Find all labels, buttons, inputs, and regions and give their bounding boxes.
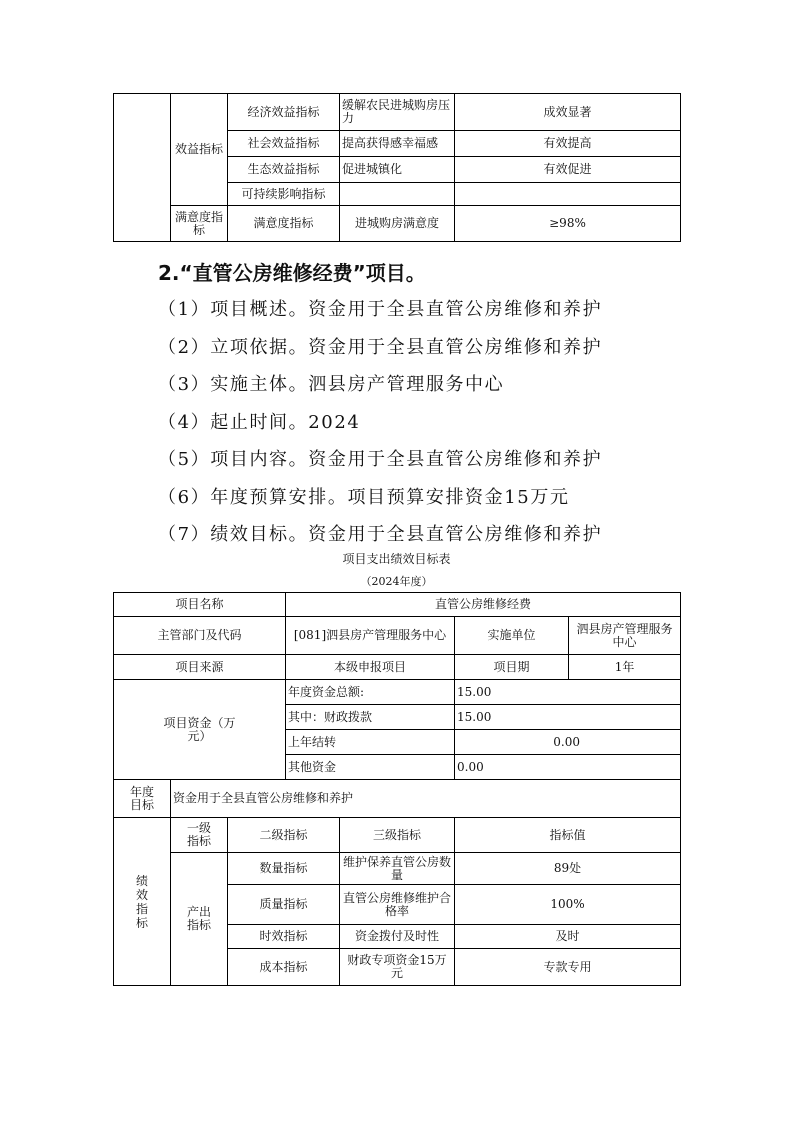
perf-label [114,818,171,986]
item-cell: 提高获得感幸福感 [340,131,455,157]
project-name-label: 项目名称 [114,593,286,617]
funds-label [114,680,286,780]
funds-item-value: 0.00 [455,755,681,780]
cat-cell: 成本指标 [228,949,340,986]
funds-item-label: 上年结转 [286,730,455,755]
paragraph-overview: （1）项目概述。资金用于全县直管公房维修和养护 [158,299,603,320]
cat-cell: 时效指标 [228,925,340,949]
value-cell: 成效显著 [455,94,681,131]
paragraph-budget: （6）年度预算安排。项目预算安排资金15万元 [158,487,570,508]
header-value: 指标值 [455,818,681,853]
item-cell: 维护保养直管公房数量 [340,853,455,885]
funds-item-label: 年度资金总额: [286,680,455,705]
funds-item-label: 其他资金 [286,755,455,780]
perf-label-text: 绩效指标 [135,873,148,930]
goal-label [114,780,171,818]
output-group [171,853,228,986]
header-level3: 三级指标 [340,818,455,853]
funds-item-label: 其中：财政拨款 [286,705,455,730]
value-cell [455,183,681,206]
paragraph-basis: （2）立项依据。资金用于全县直管公房维修和养护 [158,337,603,358]
header-level1 [171,818,228,853]
table-caption: 项目支出绩效目标表 [342,552,451,566]
item-cell [340,183,455,206]
funds-item-value: 15.00 [455,705,681,730]
cat-cell: 经济效益指标 [228,94,340,131]
dept-label: 主管部门及代码 [114,617,286,655]
paragraph-period: （4）起止时间。2024 [158,412,361,433]
value-cell: 89处 [455,853,681,885]
value-cell: ≥98% [455,206,681,242]
impl-label: 实施单位 [455,617,569,655]
value-cell: 专款专用 [455,949,681,986]
period-label: 项目期 [455,655,569,680]
item-cell: 资金拨付及时性 [340,925,455,949]
benefit-indicator-table [113,93,681,242]
paragraph-content: （5）项目内容。资金用于全县直管公房维修和养护 [158,449,603,470]
value-cell: 及时 [455,925,681,949]
item-cell: 财政专项资金15万元 [340,949,455,986]
funds-item-value: 15.00 [455,680,681,705]
period-value: 1年 [569,655,681,680]
cat-cell: 生态效益指标 [228,157,340,183]
cat-cell: 数量指标 [228,853,340,885]
cat-cell: 可持续影响指标 [228,183,340,206]
value-cell: 100% [455,885,681,925]
item-cell: 直管公房维修维护合格率 [340,885,455,925]
item-cell: 促进城镇化 [340,157,455,183]
satisfaction-group-cell: 满意度指标 [171,206,228,242]
item-cell: 缓解农民进城购房压力 [340,94,455,131]
blank-first-level-cell [114,94,171,242]
value-cell: 有效促进 [455,157,681,183]
funds-label-text: 项目资金（万元） [163,715,236,743]
source-label: 项目来源 [114,655,286,680]
cat-cell: 质量指标 [228,885,340,925]
item-cell: 进城购房满意度 [340,206,455,242]
paragraph-entity: （3）实施主体。泗县房产管理服务中心 [158,374,505,395]
header-level1-text: 一级指标 [186,821,211,848]
funds-item-value: 0.00 [455,730,681,755]
section-heading: 2.“直管公房维修经费”项目。 [158,261,426,285]
cat-cell: 满意度指标 [228,206,340,242]
header-level2: 二级指标 [228,818,340,853]
dept-value: [081]泗县房产管理服务中心 [286,617,455,655]
impl-value: 泗县房产管理服务中心 [569,617,681,655]
performance-target-table [113,592,681,986]
value-cell: 有效提高 [455,131,681,157]
project-name-value: 直管公房维修经费 [286,593,681,617]
paragraph-goal: （7）绩效目标。资金用于全县直管公房维修和养护 [158,524,603,545]
output-group-text: 产出指标 [186,905,211,932]
goal-value: 资金用于全县直管公房维修和养护 [171,780,681,818]
goal-label-text: 年度目标 [129,784,154,812]
table-year-caption: （2024年度） [360,575,433,588]
benefit-group-cell: 效益指标 [171,94,228,206]
source-value: 本级申报项目 [286,655,455,680]
cat-cell: 社会效益指标 [228,131,340,157]
